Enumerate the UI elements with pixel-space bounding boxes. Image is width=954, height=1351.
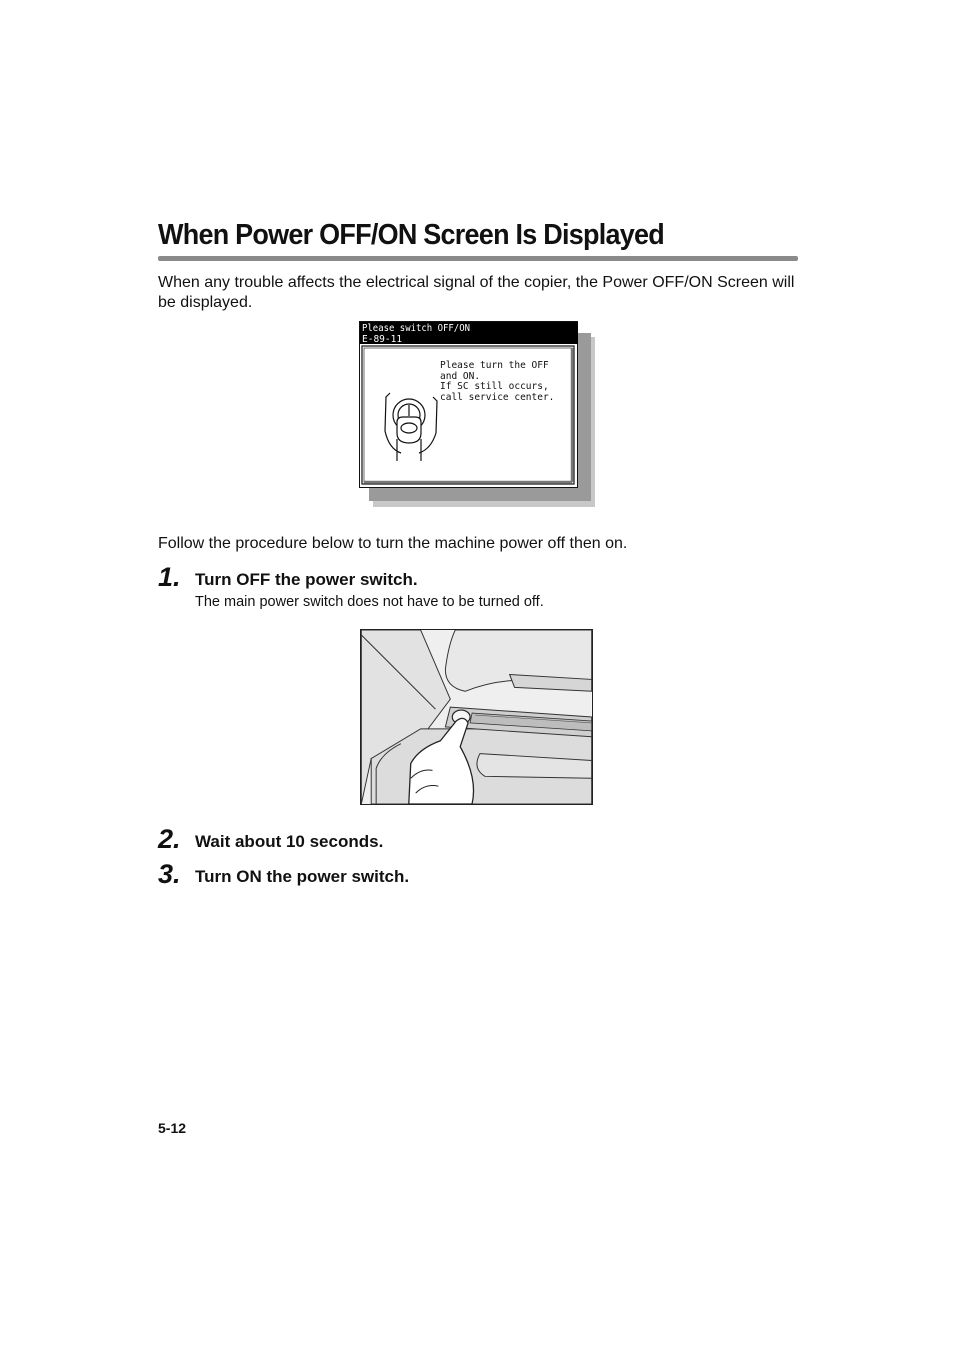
- step-1-text: Turn OFF the power switch.: [195, 570, 418, 589]
- screen-header-line2: E-89-11: [362, 334, 403, 345]
- finger-pressing-power-switch-illustration: [360, 629, 593, 805]
- page-title: When Power OFF/ON Screen Is Displayed: [158, 219, 665, 251]
- screen-header-line1: Please switch OFF/ON: [362, 323, 471, 334]
- follow-instruction: Follow the procedure below to turn the machine power off then on.: [158, 535, 628, 552]
- step-3-text: Turn ON the power switch.: [195, 867, 410, 886]
- screen-message-line2: and ON.: [440, 371, 481, 382]
- title-rule: [158, 256, 798, 261]
- page-number: 5-12: [158, 1120, 187, 1136]
- screen-message-line4: call service center.: [440, 392, 555, 403]
- step-1-note: The main power switch does not have to be turned off.: [195, 594, 544, 610]
- screen-message-line1: Please turn the OFF: [440, 360, 549, 371]
- screen-message-line3: If SC still occurs,: [440, 381, 549, 392]
- power-off-on-screen: [359, 321, 595, 509]
- step-3-number: 3.: [158, 859, 181, 889]
- step-2-text: Wait about 10 seconds.: [195, 832, 384, 851]
- intro-paragraph: When any trouble affects the electrical signal of the copier, the Power OFF/ON Screen will be displayed.: [158, 274, 795, 311]
- step-2-number: 2.: [158, 824, 181, 854]
- step-1-number: 1.: [158, 562, 181, 592]
